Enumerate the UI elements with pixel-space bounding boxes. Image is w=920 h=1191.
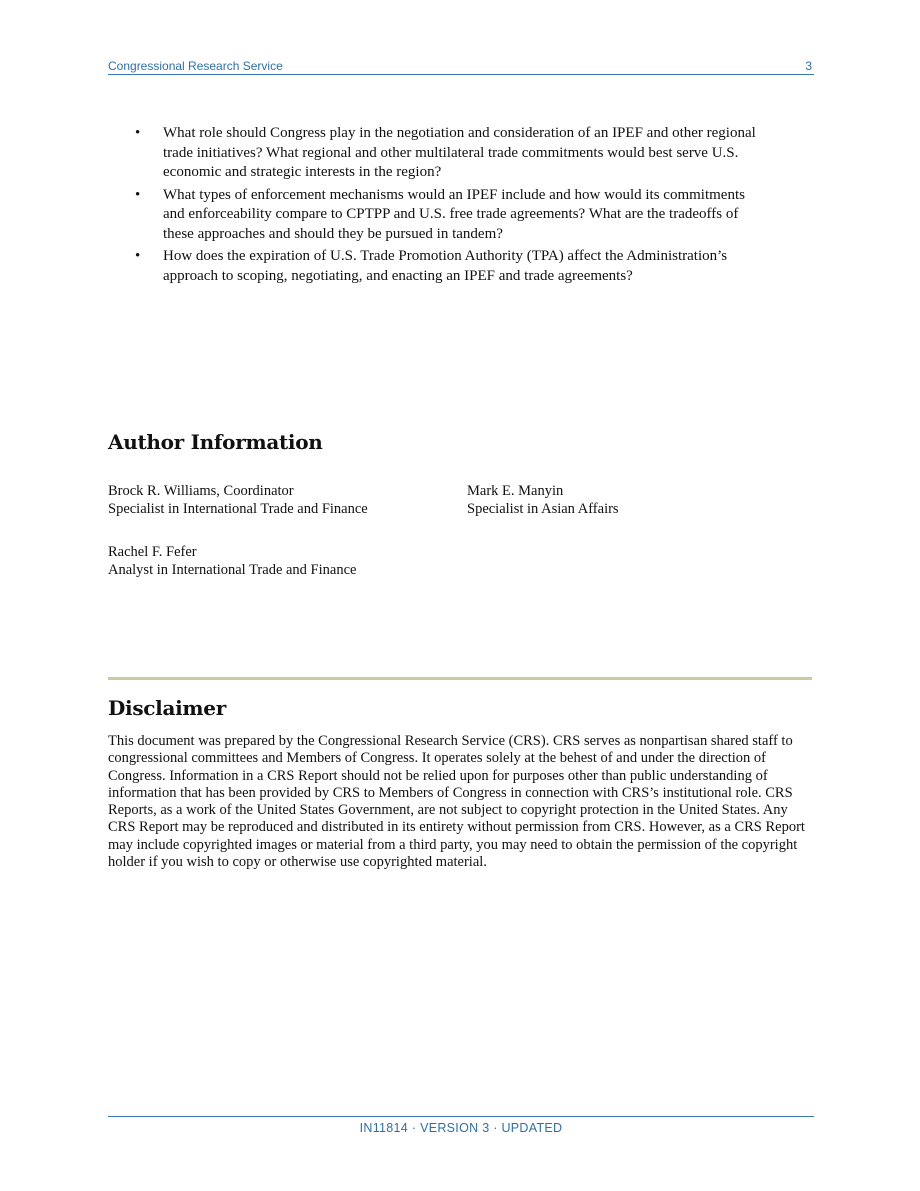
author-name: Rachel F. Fefer (108, 544, 197, 560)
question-text: What role should Congress play in the negotiation and consideration of an IPEF and other regional trade initiatives? What regional and other multilateral trade commitments would best serve U.S. economic and strategic interests in the region? (163, 125, 756, 180)
section-divider (108, 677, 812, 680)
author-block (108, 483, 368, 518)
author-block (108, 544, 356, 579)
page-header (108, 58, 814, 75)
footer-report-id: IN11814 · VERSION 3 · UPDATED (359, 1121, 563, 1135)
list-item (108, 186, 763, 245)
disclaimer-text: This document was prepared by the Congressional Research Service (CRS). CRS serves as nonpartisan shared staff to congressional committees and Members of Congress. It operates solely at the behest of and under the direction of Congress. Information in a CRS Report should not be relied upon for purposes other than public understanding of information that has been provided by CRS to Members of Congress in connection with CRS’s institutional role. CRS Reports, as a work of the United States Government, are not subject to copyright protection in the United States. Any CRS Report may be reproduced and distributed in its entirety without permission from CRS. However, as a CRS Report may include copyrighted images or material from a third party, you may need to obtain the permission of the copyright holder if you wish to copy or otherwise use copyrighted material. (108, 733, 805, 871)
author-title: Analyst in International Trade and Finance (108, 561, 357, 578)
disclaimer-heading: Disclaimer (108, 696, 226, 720)
bullet-icon: • (135, 125, 141, 141)
bullet-icon: • (135, 186, 141, 203)
author-title: Specialist in Asian Affairs (467, 500, 619, 517)
page-number: 3 (805, 59, 812, 73)
author-information-heading: Author Information (108, 430, 323, 454)
bullet-icon: • (135, 248, 141, 264)
author-name: Brock R. Williams, Coordinator (108, 483, 294, 499)
question-text: How does the expiration of U.S. Trade Promotion Authority (TPA) affect the Administration’s approach to scoping, negotiating, and enacting an IPEF and trade agreements? (163, 248, 728, 284)
author-block (467, 483, 619, 518)
list-item (108, 247, 763, 286)
footer-divider (108, 1116, 814, 1117)
header-organization: Congressional Research Service (108, 59, 283, 73)
list-item (108, 124, 763, 183)
question-text: What types of enforcement mechanisms would an IPEF include and how would its commitments and enforceability compare to CPTPP and U.S. free trade agreements? What are the tradeoffs of these approaches and should they be pursued in tandem? (163, 186, 745, 242)
author-name: Mark E. Manyin (467, 483, 564, 499)
question-list (108, 124, 814, 289)
author-title: Specialist in International Trade and Finance (108, 500, 368, 517)
